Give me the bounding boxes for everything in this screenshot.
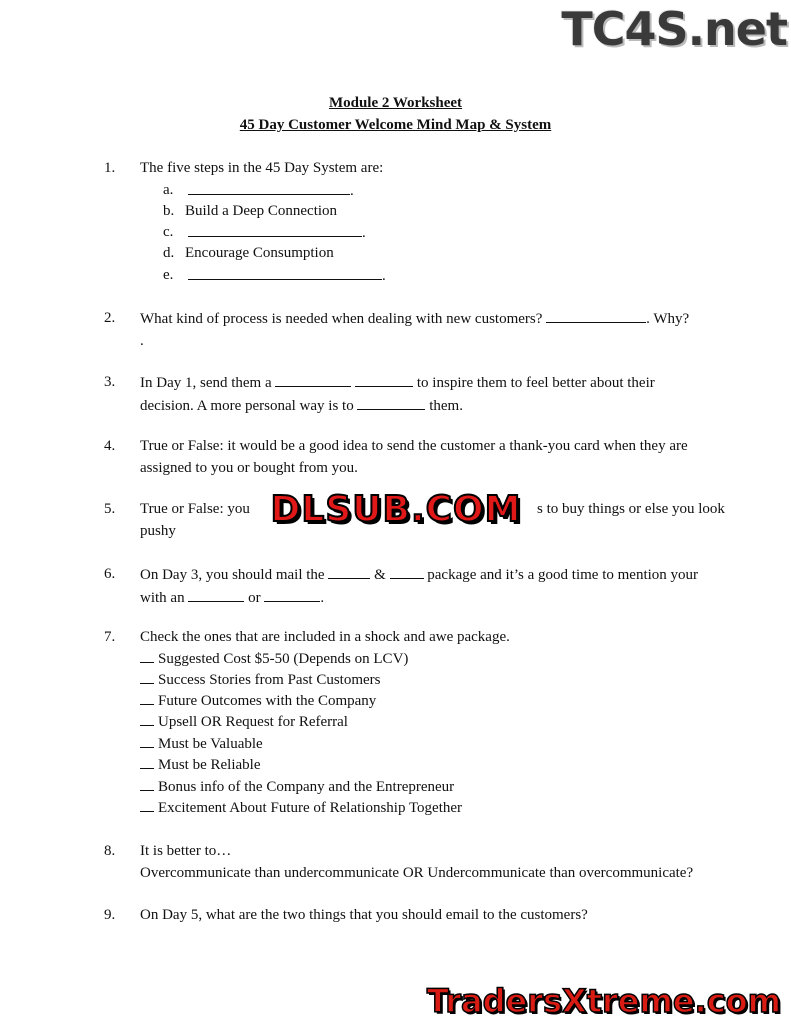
item-text: Build a Deep Connection	[185, 203, 338, 219]
question-text	[140, 841, 740, 884]
question-text-part: decision. A more personal way is to	[140, 397, 354, 414]
checkbox-blank[interactable]	[140, 777, 154, 791]
watermark-top: TC4S.net	[561, 2, 787, 56]
answer-blank[interactable]	[390, 564, 424, 579]
checklist-label: Suggested Cost $5-50 (Depends on LCV)	[158, 651, 409, 667]
question-text-part: True or False: you	[140, 501, 250, 517]
answer-blank[interactable]	[264, 587, 320, 602]
page-subtitle: 45 Day Customer Welcome Mind Map & System	[239, 117, 552, 133]
question-text-part: On Day 3, you should mail the	[140, 567, 325, 583]
checkbox-blank[interactable]	[140, 649, 154, 663]
item-text: Encourage Consumption	[185, 245, 334, 261]
checkbox-blank[interactable]	[140, 712, 154, 726]
checklist-label: Future Outcomes with the Company	[158, 693, 377, 709]
watermark-middle: DLSUB.COM	[258, 491, 534, 529]
answer-blank[interactable]	[275, 372, 351, 387]
question-number: 1.	[104, 160, 116, 176]
checkbox-blank[interactable]	[140, 670, 154, 684]
question-text	[140, 372, 740, 417]
item-letter: b.	[163, 203, 175, 219]
question-text-part: package and it’s a good time to mention your	[427, 567, 699, 583]
question-number: 4.	[104, 438, 116, 454]
checklist-item	[140, 755, 260, 777]
question-number: 9.	[104, 907, 116, 923]
checklist-item	[140, 649, 408, 671]
watermark-bottom: TradersXtreme.com	[426, 982, 781, 1020]
item-end: .	[350, 183, 354, 199]
item-letter: d.	[163, 245, 175, 261]
checkbox-blank[interactable]	[140, 691, 154, 705]
answer-blank[interactable]	[188, 180, 350, 195]
page-title: Module 2 Worksheet	[328, 95, 463, 111]
question-text	[140, 564, 740, 609]
question-text-part: with an	[140, 589, 185, 606]
checkbox-blank[interactable]	[140, 734, 154, 748]
item-letter: a.	[163, 182, 174, 198]
checkbox-blank[interactable]	[140, 755, 154, 769]
answer-blank[interactable]	[355, 372, 413, 387]
question-number: 8.	[104, 843, 116, 859]
answer-blank[interactable]	[188, 265, 382, 280]
checklist-item	[140, 777, 454, 799]
question-text: Check the ones that are included in a shock and awe package.	[140, 629, 510, 645]
checklist-item	[140, 670, 381, 692]
question-text-part: . Why?	[646, 311, 690, 327]
question-text	[140, 308, 740, 352]
item-letter: e.	[163, 267, 174, 283]
answer-blank[interactable]	[328, 564, 370, 579]
question-number: 7.	[104, 629, 116, 645]
checklist-label: Upsell OR Request for Referral	[158, 714, 348, 730]
question-number: 5.	[104, 501, 116, 517]
checklist-item	[140, 712, 348, 734]
question-text-part: pushy	[140, 522, 176, 539]
question-text-part: &	[374, 567, 386, 583]
checklist-item	[140, 691, 376, 713]
question-text-part: or	[248, 589, 261, 606]
question-text-part: s to buy things or else you look	[537, 501, 725, 517]
answer-blank[interactable]	[188, 222, 362, 237]
checklist-label: Must be Valuable	[158, 736, 263, 752]
question-text-part: .	[140, 332, 144, 349]
question-number: 6.	[104, 566, 116, 582]
question-text-part: It is better to…	[140, 843, 232, 859]
question-text-part: What kind of process is needed when dealing with new customers?	[140, 311, 543, 327]
question-text-part: In Day 1, send them a	[140, 375, 272, 391]
question-text-part: to inspire them to feel better about their	[416, 375, 655, 391]
checklist-label: Must be Reliable	[158, 757, 261, 773]
checklist-item	[140, 734, 263, 756]
answer-blank[interactable]	[188, 587, 244, 602]
checklist-label: Excitement About Future of Relationship Together	[158, 800, 463, 816]
question-text: The five steps in the 45 Day System are:	[140, 160, 384, 176]
question-number: 2.	[104, 310, 116, 326]
question-number: 3.	[104, 374, 116, 390]
item-end: .	[362, 225, 366, 241]
question-text: True or False: it would be a good idea to send the customer a thank-you card when they are assigned to you or bought from you.	[140, 438, 688, 476]
item-end: .	[382, 268, 386, 284]
answer-blank[interactable]	[546, 308, 646, 323]
checklist-label: Bonus info of the Company and the Entrepreneur	[158, 779, 455, 795]
question-text: On Day 5, what are the two things that you should email to the customers?	[140, 907, 588, 923]
question-text-part: them.	[429, 397, 463, 414]
item-letter: c.	[163, 224, 174, 240]
checklist-label: Success Stories from Past Customers	[158, 672, 381, 688]
answer-blank[interactable]	[357, 395, 425, 410]
checkbox-blank[interactable]	[140, 798, 154, 812]
question-text-part: Overcommunicate than undercommunicate OR Undercommunicate than overcommunicate?	[140, 864, 694, 881]
question-text-part: .	[320, 589, 325, 606]
checklist-item	[140, 798, 462, 820]
